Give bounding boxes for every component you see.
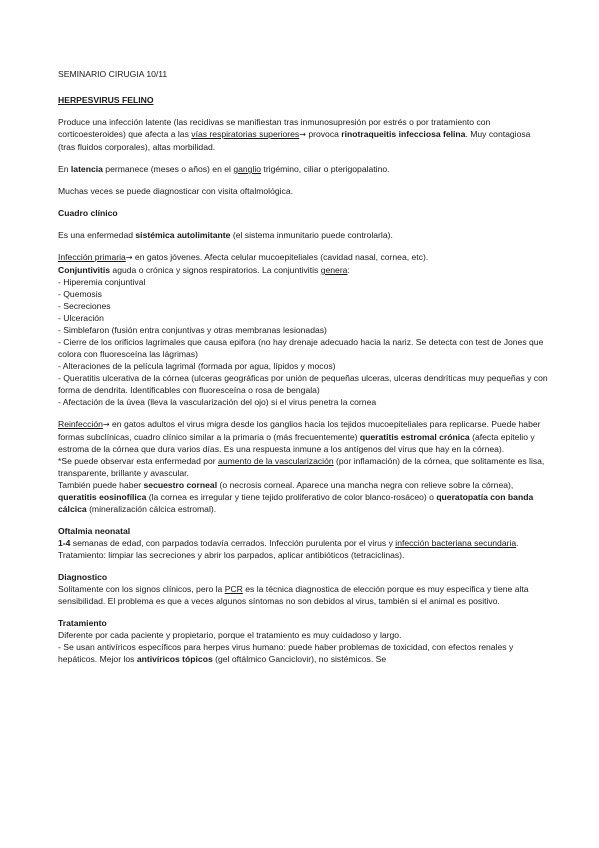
bold-term: queratitis estromal crónica [359,432,470,442]
text-span: En [58,164,71,174]
text-span: es la técnica diagnostica de elección porque es muy especifica y tiene alta sensibilidad. El problema es que a veces algunos síntomas no son debidos al virus, también si el animal es positivo. [58,584,529,606]
list-item: - Cierre de los orificios lagrimales que causa epifora (no hay drenaje adecuado hacia la nariz. Se detecta con test de Jones que colora con fluoresceína las lágrimas) [58,337,544,359]
text-span: (el sistema inmunitario puede controlarla). [230,230,393,240]
text-span: . Tratamiento: limpiar las secreciones y abrir los parpados, aplicar antibióticos (tetraciclinas). [58,538,519,560]
vascularization-note [58,455,548,479]
section-heading-diagnostico: Diagnostico [58,572,108,582]
bold-term: rinotraqueitis infecciosa felina [341,129,466,139]
section-heading-neonatal: Oftalmia neonatal [58,526,131,536]
text-span: en gatos jóvenes. Afecta celular mucoepiteliales (cavidad nasal, cornea, etc). [132,252,429,262]
complications-paragraph [58,479,548,515]
intro-paragraph [58,116,548,153]
main-heading: HERPESVIRUS FELINO [58,95,154,105]
text-span: También puede haber [58,480,144,490]
list-item: - Hiperemia conjuntival [58,277,146,287]
document-body [58,68,548,665]
tratamiento-line: Diferente por cada paciente y propietario, porque el tratamiento es muy cuidadoso y largo. [58,630,402,640]
text-span: (por inflamación) de la córnea, que solitamente es lisa, transparente, brillante y avascular. [58,456,545,478]
list-item: - Afectación de la úvea (lleva la vascularización del ojo) si el virus penetra la cornea [58,397,377,407]
underlined-term: vías respiratorias superiores [191,129,300,139]
underlined-term: Reinfección [58,419,103,429]
diagnostico-paragraph [58,583,548,607]
section-heading-cuadro: Cuadro clínico [58,208,118,218]
bold-term: secuestro corneal [143,480,218,490]
cuadro-intro-paragraph [58,229,548,241]
underlined-term: ganglio [233,164,262,174]
document-title: SEMINARIO CIRUGIA 10/11 [58,69,168,79]
arrow-icon: → [102,420,110,429]
text-span: (mineralización cálcica estromal). [86,504,217,514]
arrow-icon: → [125,253,133,262]
symptom-list [58,276,548,408]
text-span: (o necrosis corneal. Aparece una mancha negra con relieve sobre la córnea), [217,480,514,490]
tratamiento-paragraph [58,641,548,665]
text-span: trigémino, ciliar o pterigopalatino. [261,164,390,174]
bold-term: sistémica autolimitante [135,230,231,240]
text-span: aguda o crónica y signos respiratorios. La conjuntivitis [110,265,321,275]
primary-infection-paragraph [58,251,548,276]
list-item: - Quemosis [58,289,102,299]
underlined-term: infección bacteriana secundaria [395,538,517,548]
list-item: - Queratitis ulcerativa de la córnea (ulceras geográficas por unión de pequeñas ulceras, ulceras dendríticas muy pequeñas y con forma de dendrita. Identificables con fluoresceína o rosa de bengala) [58,373,548,395]
underlined-term: Infección primaria [58,252,126,262]
list-item: - Secreciones [58,301,111,311]
text-span: - Se usan antivíricos específicos para herpes virus humano: puede haber problemas de toxicidad, con efectos renales y hepáticos. Mejor los [58,642,514,664]
underlined-term: aumento de la vascularización [218,456,334,466]
text-span: (gel oftálmico Ganciclovir), no sistémicos. Se [212,654,387,664]
bold-term: queratopatía con banda cálcica [58,492,534,514]
latency-paragraph [58,163,548,175]
neonatal-paragraph [58,537,548,561]
section-heading-tratamiento: Tratamiento [58,618,107,628]
text-span: (afecta epitelio y estroma de la córnea que dura varios días. Es una respuesta inmune a los antígenos del virus que hay en la córnea). [58,432,535,454]
arrow-icon: → [299,130,306,139]
underlined-term: genera [320,265,348,275]
diagnosis-note-paragraph: Muchas veces se puede diagnosticar con visita oftalmológica. [58,186,294,196]
bold-term: 1-4 [58,538,71,548]
bold-term: latencia [70,164,103,174]
list-item: - Ulceración [58,313,104,323]
text-span: Produce una infección latente (las recidivas se manifiestan tras inmunosupresión por estrés o por tratamiento con corticoesteroides) que afecta a las [58,117,491,139]
text-span: . Muy contagiosa (tras fluidos corporales), altas morbilidad. [58,129,531,152]
text-span: semanas de edad, con parpados todavía cerrados. Infección purulenta por el virus y [70,538,396,548]
text-span: : [347,265,350,275]
text-span: permanece (meses o años) en el [102,164,234,174]
text-span: Solitamente con los signos clínicos, pero la [58,584,225,594]
bold-term: Conjuntivitis [58,265,111,275]
text-span: *Se puede observar esta enfermedad por [58,456,219,466]
underlined-term: PCR [224,584,243,594]
bold-term: antivíricos tópicos [136,654,213,664]
list-item: - Simblefaron (fusión entra conjuntivas y otras membranas lesionadas) [58,325,327,335]
bold-term: queratitis eosinofílica [58,492,147,502]
text-span: Es una enfermedad [58,230,136,240]
text-span: provoca [305,129,342,139]
text-span: (la cornea es irregular y tiene tejido proliferativo de color blanco-rosáceo) o [146,492,437,502]
reinfection-paragraph [58,418,548,455]
text-span: en gatos adultos el virus migra desde los ganglios hacia los tejidos mucoepiteliales para replicarse. Puede haber formas subclínicas, cuadro clínico similar a la primaria o (más frecuentemente) [58,419,541,442]
list-item: - Alteraciones de la película lagrimal (formada por agua, lípidos y mocos) [58,361,336,371]
